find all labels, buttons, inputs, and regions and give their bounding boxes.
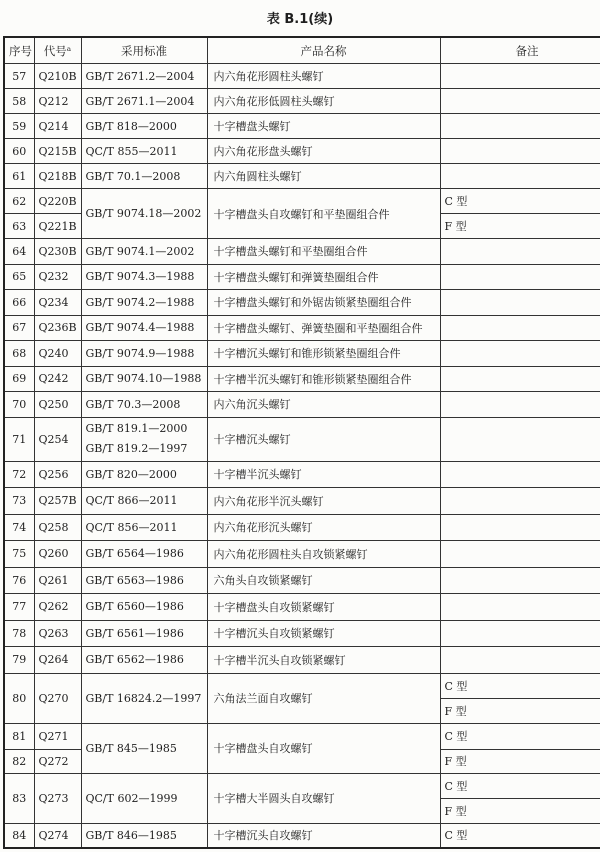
table-row [4, 164, 600, 189]
row-remark [440, 114, 600, 139]
row-product-name: 十字槽盘头螺钉和平垫圈组合件 [207, 239, 440, 265]
row-code: Q220B [34, 189, 81, 214]
row-standard: GB/T 818—2000 [81, 114, 207, 139]
row-number: 80 [4, 673, 34, 723]
row-standard: QC/T 855—2011 [81, 139, 207, 164]
row-standard: GB/T 820—2000 [81, 461, 207, 488]
row-number: 75 [4, 541, 34, 568]
row-product-name: 内六角花形沉头螺钉 [207, 514, 440, 541]
row-remark [440, 64, 600, 89]
row-remark: C 型 [440, 673, 600, 698]
table-row [4, 89, 600, 114]
row-remark [440, 541, 600, 568]
row-product-name: 内六角沉头螺钉 [207, 392, 440, 418]
table-row [4, 239, 600, 265]
table-row [4, 417, 600, 461]
row-number: 71 [4, 417, 34, 461]
row-number: 74 [4, 514, 34, 541]
row-product-name: 内六角花形半沉头螺钉 [207, 488, 440, 515]
table-row [4, 139, 600, 164]
table-row [4, 366, 600, 392]
row-standard: GB/T 6561—1986 [81, 620, 207, 647]
row-remark [440, 89, 600, 114]
row-product-name: 十字槽盘头螺钉和弹簧垫圈组合件 [207, 264, 440, 290]
row-product-name: 十字槽沉头螺钉和锥形锁紧垫圈组合件 [207, 341, 440, 367]
row-remark [440, 139, 600, 164]
row-product-name: 内六角花形盘头螺钉 [207, 139, 440, 164]
row-number: 83 [4, 773, 34, 823]
row-code: Q272 [34, 749, 81, 773]
row-remark [440, 594, 600, 621]
row-product-name: 内六角圆柱头螺钉 [207, 164, 440, 189]
row-remark [440, 290, 600, 316]
row-standard: GB/T 846—1985 [81, 823, 207, 848]
table-row [4, 392, 600, 418]
row-code: Q234 [34, 290, 81, 316]
row-remark: F 型 [440, 749, 600, 773]
row-standard: GB/T 9074.9—1988 [81, 341, 207, 367]
row-number: 58 [4, 89, 34, 114]
row-standard: GB/T 9074.10—1988 [81, 366, 207, 392]
row-remark: C 型 [440, 189, 600, 214]
standard-line: GB/T 819.1—2000 [85, 422, 188, 435]
row-product-name: 内六角花形圆柱头螺钉 [207, 64, 440, 89]
row-standard: GB/T 70.3—2008 [81, 392, 207, 418]
table-row [4, 773, 600, 798]
row-standard: GB/T 6562—1986 [81, 647, 207, 674]
row-standard: GB/T 70.1—2008 [81, 164, 207, 189]
row-remark [440, 461, 600, 488]
row-number: 68 [4, 341, 34, 367]
standard-line: GB/T 819.2—1997 [85, 442, 188, 455]
table-row [4, 461, 600, 488]
row-code: Q270 [34, 673, 81, 723]
row-remark [440, 514, 600, 541]
row-remark [440, 341, 600, 367]
row-code: Q240 [34, 341, 81, 367]
row-number: 82 [4, 749, 34, 773]
row-number: 77 [4, 594, 34, 621]
row-code: Q218B [34, 164, 81, 189]
row-number: 62 [4, 189, 34, 214]
row-remark: F 型 [440, 214, 600, 239]
row-number: 63 [4, 214, 34, 239]
table-row [4, 114, 600, 139]
row-product-name: 十字槽沉头自攻螺钉 [207, 823, 440, 848]
row-remark [440, 392, 600, 418]
row-code: Q262 [34, 594, 81, 621]
row-product-name: 十字槽半沉头螺钉和锥形锁紧垫圈组合件 [207, 366, 440, 392]
row-standard: GB/T 6560—1986 [81, 594, 207, 621]
table-row [4, 315, 600, 341]
header-product-name: 产品名称 [207, 37, 440, 64]
row-product-name: 十字槽盘头螺钉和外锯齿锁紧垫圈组合件 [207, 290, 440, 316]
header-code: 代号ᵃ [34, 37, 81, 64]
row-code: Q271 [34, 723, 81, 749]
row-remark [440, 366, 600, 392]
row-product-name: 十字槽沉头自攻锁紧螺钉 [207, 620, 440, 647]
row-remark: F 型 [440, 698, 600, 723]
header-no: 序号 [4, 37, 34, 64]
table-row [4, 620, 600, 647]
table-row [4, 541, 600, 568]
table-row [4, 594, 600, 621]
row-product-name: 十字槽半沉头自攻锁紧螺钉 [207, 647, 440, 674]
standards-table [3, 36, 600, 849]
row-remark [440, 264, 600, 290]
row-standard: QC/T 856—2011 [81, 514, 207, 541]
row-product-name: 十字槽大半圆头自攻螺钉 [207, 773, 440, 823]
row-standard: GB/T 16824.2—1997 [81, 673, 207, 723]
table-row [4, 341, 600, 367]
row-remark [440, 417, 600, 461]
row-number: 65 [4, 264, 34, 290]
row-number: 76 [4, 567, 34, 594]
table-row [4, 514, 600, 541]
row-code: Q258 [34, 514, 81, 541]
row-code: Q232 [34, 264, 81, 290]
row-product-name: 十字槽盘头自攻螺钉和平垫圈组合件 [207, 189, 440, 239]
row-product-name: 十字槽半沉头螺钉 [207, 461, 440, 488]
row-number: 73 [4, 488, 34, 515]
row-remark: F 型 [440, 798, 600, 823]
row-code: Q257B [34, 488, 81, 515]
row-number: 60 [4, 139, 34, 164]
row-number: 78 [4, 620, 34, 647]
row-code: Q261 [34, 567, 81, 594]
row-standard: GB/T 9074.18—2002 [81, 189, 207, 239]
header-standard: 采用标准 [81, 37, 207, 64]
row-code: Q260 [34, 541, 81, 568]
row-remark: C 型 [440, 773, 600, 798]
row-number: 67 [4, 315, 34, 341]
row-code: Q221B [34, 214, 81, 239]
row-remark [440, 315, 600, 341]
table-row [4, 647, 600, 674]
row-remark: C 型 [440, 723, 600, 749]
row-standard: GB/T 9074.4—1988 [81, 315, 207, 341]
table-row [4, 488, 600, 515]
table-row [4, 290, 600, 316]
row-standard: GB/T 845—1985 [81, 723, 207, 773]
row-product-name: 内六角花形圆柱头自攻锁紧螺钉 [207, 541, 440, 568]
row-remark [440, 488, 600, 515]
row-number: 72 [4, 461, 34, 488]
table-row [4, 723, 600, 749]
row-remark: C 型 [440, 823, 600, 848]
row-standard: GB/T 2671.1—2004 [81, 89, 207, 114]
row-code: Q256 [34, 461, 81, 488]
row-standard: QC/T 602—1999 [81, 773, 207, 823]
row-remark [440, 567, 600, 594]
row-product-name: 内六角花形低圆柱头螺钉 [207, 89, 440, 114]
row-code: Q254 [34, 417, 81, 461]
row-product-name: 十字槽盘头自攻锁紧螺钉 [207, 594, 440, 621]
row-remark [440, 620, 600, 647]
row-remark [440, 164, 600, 189]
row-product-name: 十字槽沉头螺钉 [207, 417, 440, 461]
row-number: 61 [4, 164, 34, 189]
row-code: Q274 [34, 823, 81, 848]
row-number: 59 [4, 114, 34, 139]
table-row [4, 567, 600, 594]
row-code: Q236B [34, 315, 81, 341]
row-code: Q250 [34, 392, 81, 418]
row-code: Q215B [34, 139, 81, 164]
table-row [4, 189, 600, 214]
row-standard [81, 417, 207, 461]
row-code: Q273 [34, 773, 81, 823]
row-number: 70 [4, 392, 34, 418]
row-remark [440, 239, 600, 265]
row-number: 66 [4, 290, 34, 316]
table-row [4, 264, 600, 290]
row-standard: GB/T 9074.3—1988 [81, 264, 207, 290]
row-product-name: 十字槽盘头螺钉、弹簧垫圈和平垫圈组合件 [207, 315, 440, 341]
table-row [4, 673, 600, 698]
row-standard: GB/T 2671.2—2004 [81, 64, 207, 89]
row-standard: GB/T 6564—1986 [81, 541, 207, 568]
row-code: Q230B [34, 239, 81, 265]
row-product-name: 六角法兰面自攻螺钉 [207, 673, 440, 723]
row-number: 81 [4, 723, 34, 749]
row-product-name: 十字槽盘头自攻螺钉 [207, 723, 440, 773]
table-title: 表 B.1(续) [266, 12, 334, 27]
row-code: Q210B [34, 64, 81, 89]
row-number: 79 [4, 647, 34, 674]
row-code: Q264 [34, 647, 81, 674]
table-header-row [4, 37, 600, 64]
table-body [4, 64, 600, 849]
row-product-name: 六角头自攻锁紧螺钉 [207, 567, 440, 594]
row-code: Q214 [34, 114, 81, 139]
header-remarks: 备注 [440, 37, 600, 64]
row-standard: GB/T 6563—1986 [81, 567, 207, 594]
row-number: 64 [4, 239, 34, 265]
row-number: 57 [4, 64, 34, 89]
row-code: Q263 [34, 620, 81, 647]
row-code: Q212 [34, 89, 81, 114]
row-remark [440, 647, 600, 674]
row-standard: GB/T 9074.1—2002 [81, 239, 207, 265]
table-row [4, 823, 600, 848]
row-number: 84 [4, 823, 34, 848]
table-row [4, 64, 600, 89]
row-standard: QC/T 866—2011 [81, 488, 207, 515]
row-standard: GB/T 9074.2—1988 [81, 290, 207, 316]
row-code: Q242 [34, 366, 81, 392]
row-number: 69 [4, 366, 34, 392]
row-product-name: 十字槽盘头螺钉 [207, 114, 440, 139]
